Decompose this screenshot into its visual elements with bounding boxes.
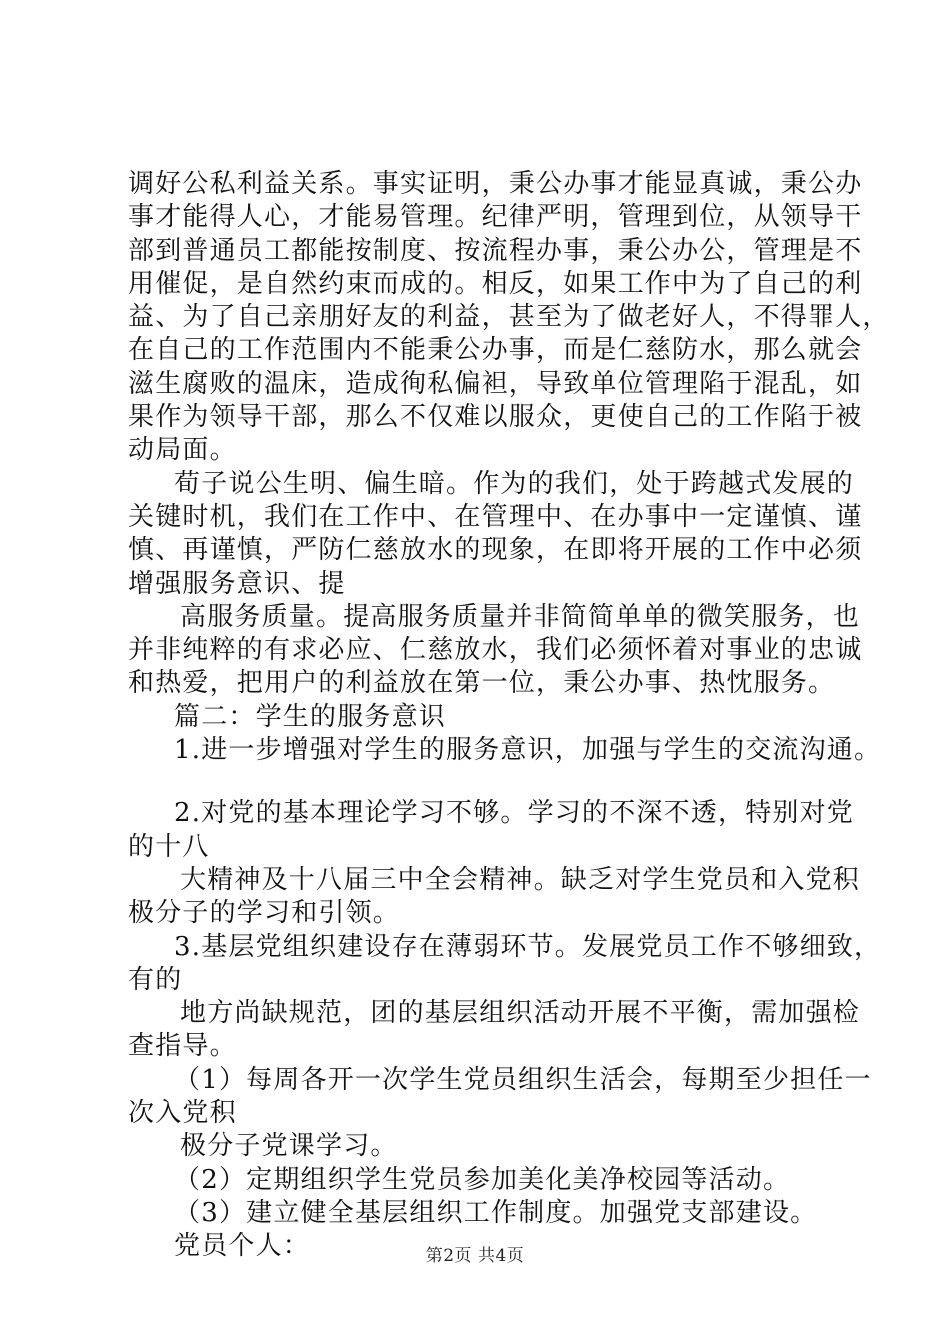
paragraph-line: 和热爱，把用户的利益放在第一位，秉公办事、热忱服务。 — [128, 668, 836, 699]
paragraph-line: 大精神及十八届三中全会精神。缺乏对学生党员和入党积 — [180, 864, 861, 895]
paragraph-line: 高服务质量。提高服务质量并非简简单单的微笑服务，也 — [180, 601, 861, 632]
document-body — [128, 168, 890, 1264]
paragraph-line: 极分子的学习和引领。 — [128, 898, 401, 929]
blank-spacer — [128, 767, 840, 797]
paragraph-line: 动局面。 — [128, 435, 237, 466]
paragraph-line: 并非纯粹的有求必应、仁慈放水，我们必须怀着对事业的忠诚 — [128, 635, 863, 666]
paragraph-line: 次入党积 — [128, 1098, 237, 1129]
paragraph-line: 极分子党课学习。 — [180, 1131, 398, 1162]
paragraph-line: 增强服务意识、提 — [128, 568, 346, 599]
paragraph-line: 的十八 — [128, 831, 210, 862]
paragraph-line: 滋生腐败的温床，造成徇私偏袒，导致单位管理陷于混乱，如 — [128, 368, 863, 399]
list-item: 2.对党的基本理论学习不够。学习的不深不透，特别对党 — [174, 798, 855, 829]
paragraph-line: 调好公私利益关系。事实证明，秉公办事才能显真诚，秉公办 — [128, 169, 863, 199]
paragraph-line: 部到普通员工都能按制度、按流程办事，秉公办公，管理是不 — [128, 235, 863, 266]
paragraph-line: 在自己的工作范围内不能秉公办事，而是仁慈防水，那么就会 — [128, 335, 863, 366]
paragraph-line: 益、为了自己亲朋好友的利益，甚至为了做老好人，不得罪人， — [128, 302, 890, 333]
list-item: （1）每周各开一次学生党员组织生活会，每期至少担任一 — [174, 1064, 872, 1095]
page-footer — [0, 1241, 950, 1266]
list-item: （3）建立健全基层组织工作制度。加强党支部建设。 — [174, 1197, 818, 1228]
list-item: 3.基层党组织建设存在薄弱环节。发展党员工作不够细致， — [174, 931, 882, 962]
paragraph-line: 有的 — [128, 964, 183, 995]
paragraph-line: 果作为领导干部，那么不仅难以服众，更使自己的工作陷于被 — [128, 402, 863, 433]
list-item: （2）定期组织学生党员参加美化美净校园等活动。 — [174, 1164, 791, 1195]
paragraph-line: 党员个人： — [174, 1231, 311, 1262]
list-item: 1.进一步增强对学生的服务意识，加强与学生的交流沟通。 — [174, 735, 882, 766]
paragraph-line: 荀子说公生明、偏生暗。作为的我们，处于跨越式发展的 — [174, 468, 855, 499]
page-number: 第2页 共4页 — [425, 1246, 525, 1266]
paragraph-line: 慎、再谨慎，严防仁慈放水的现象，在即将开展的工作中必须 — [128, 535, 863, 566]
paragraph-line: 关键时机，我们在工作中、在管理中、在办事中一定谨慎、谨 — [128, 501, 863, 532]
paragraph-line: 地方尚缺规范，团的基层组织活动开展不平衡，需加强检 — [180, 998, 861, 1029]
paragraph-line: 用催促，是自然约束而成的。相反，如果工作中为了自己的利 — [128, 268, 863, 299]
paragraph-line: 事才能得人心，才能易管理。纪律严明，管理到位，从领导干 — [128, 202, 863, 233]
paragraph-line: 查指导。 — [128, 1031, 237, 1062]
section-heading: 篇二：学生的服务意识 — [174, 701, 447, 732]
